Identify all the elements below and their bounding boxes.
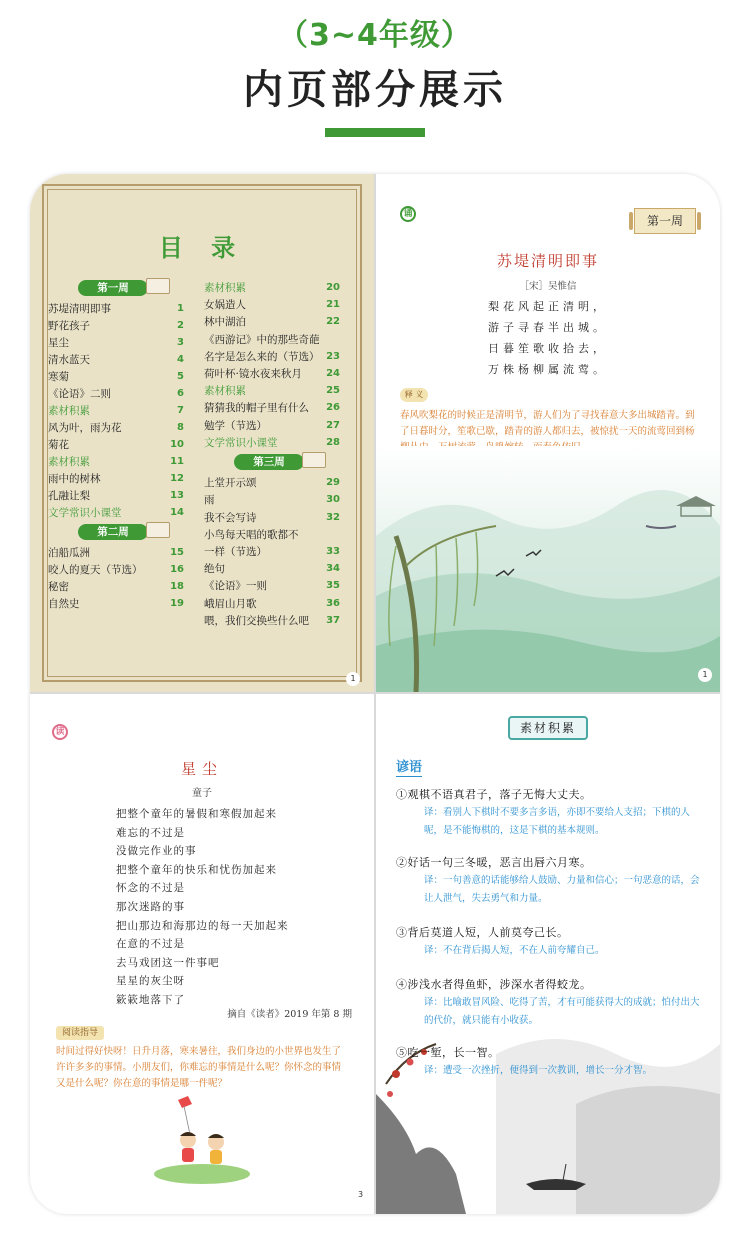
toc-entry[interactable] [204,561,340,577]
toc-entry-title: 素材积累 [48,405,90,417]
grade-label: （3~4年级） [278,18,472,53]
poem-line: 把整个童年的暑假和寒假加起来 [116,808,277,820]
toc-entry[interactable] [48,579,184,595]
toc-entry-page: 19 [170,598,184,609]
poem-title: 星尘 [180,760,223,778]
toc-entry-page: 22 [326,316,340,328]
poem-source: 摘自《读者》2019 年第 8 期 [227,1009,352,1020]
poem-line: 星星的灰尘呀 [116,975,185,988]
toc-entry-page: 6 [177,388,184,399]
proverb-translation: 译：不在背后揭人短，不在人前夸耀自己。 [424,945,605,956]
toc-entry-title: 清水蓝天 [48,354,90,366]
toc-entry-page: 29 [326,477,340,489]
toc-entry-page: 37 [326,614,340,626]
toc-entry[interactable] [48,386,184,402]
toc-entry[interactable] [204,418,340,434]
toc-entry-page: 18 [170,581,184,592]
kids-flying-kite-illustration [142,1094,262,1186]
toc-entry[interactable] [204,332,340,348]
read-badge: 读 [52,724,68,740]
poem-line: 去马戏团这一件事吧 [116,956,220,969]
toc-entry-page: 33 [326,546,340,557]
toc-entry-page: 28 [326,436,340,448]
toc-entry-page: 16 [170,564,184,575]
toc-entry[interactable] [48,318,184,334]
toc-entry-title: 上堂开示颂 [204,477,257,490]
toc-entry-title: 文学常识小课堂 [48,507,122,519]
week-scroll-tag: 第一周 [634,208,696,234]
proverb-text: ①观棋不语真君子，落子无悔大丈夫。 [396,788,592,801]
toc-entry-page: 8 [177,422,184,433]
toc-entry-title: 林中湖泊 [204,316,246,329]
toc-entry-title: 绝句 [204,563,225,576]
toc-entry-title: 《西游记》中的那些奇葩 [204,333,320,346]
poem-line: 梨花风起正清明， [488,300,608,313]
toc-entry[interactable] [48,437,184,453]
toc-entry-page: 7 [177,405,184,416]
poem-line: 把山那边和海那边的每一天加起来 [116,919,289,932]
book-spread [30,174,720,1214]
proverb-translation: 译：遭受一次挫折，便得到一次教训，增长一分才智。 [424,1065,653,1076]
toc-entry[interactable] [48,420,184,436]
toc-entry-page: 20 [326,282,340,293]
toc-entry-title: 星尘 [48,337,69,349]
toc-entry-title: 自然史 [48,598,80,610]
toc-entry[interactable] [48,352,184,368]
toc-entry-title: 荷叶杯·镜水夜来秋月 [204,368,302,380]
poem-line: 游子寻春半出城。 [488,321,608,334]
toc-entry[interactable] [48,562,184,578]
page-number: 1 [698,668,712,682]
proverb-translation: 译：看别人下棋时不要多言多语，亦即不要给人支招；下棋的人呢，是不能悔棋的，这是下棋的基本规则。 [424,807,691,836]
toc-entry-page: 3 [177,337,184,348]
toc-entry[interactable] [204,349,340,365]
toc-entry-page: 34 [326,563,340,575]
proverb-text: ③背后莫道人短，人前莫夸己长。 [396,926,569,939]
materials-page [376,694,720,1214]
toc-entry-title: 咬人的夏天（节选） [48,564,143,576]
toc-entry[interactable] [48,403,184,419]
toc-entry-page: 27 [326,419,340,431]
toc-title: 目 录 [158,233,246,262]
toc-entry[interactable] [204,613,340,629]
toc-entry[interactable] [48,488,184,504]
toc-entry-title: 苏堤清明即事 [48,303,111,315]
poem-line: 那次迷路的事 [116,901,185,913]
poem-line: 难忘的不过是 [116,826,185,839]
reading-guide-text: 时间过得好快呀！日升月落，寒来暑往，我们身边的小世界也发生了许许多多的事情。小朋友们，你难忘的事情是什么呢？你怀念的事情又是什么呢？你在意的事情是哪一件呢？ [56,1046,342,1089]
toc-entry-page: 23 [326,350,340,362]
explanation-tag: 释 义 [400,388,428,402]
toc-entry[interactable] [204,510,340,526]
proverbs-heading: 谚语 [396,756,422,777]
toc-entry[interactable] [204,297,340,313]
toc-entry-title: 猜猜我的帽子里有什么 [204,402,309,415]
proverb-translation: 译：一句善意的话能够给人鼓励、力量和信心；一句恶意的话，会让人泄气，失去勇气和力量。 [424,875,700,904]
toc-entry-title: 《论语》一则 [204,580,267,593]
toc-entry-title: 素材积累 [204,282,246,294]
toc-entry-page: 21 [326,299,340,311]
toc-entry[interactable] [48,505,184,521]
toc-entry-title: 我不会写诗 [204,511,257,524]
poem-page-2 [30,694,374,1214]
toc-entry-title: 菊花 [48,439,69,451]
toc-entry[interactable] [204,578,340,594]
recite-badge: 诵 [400,206,416,222]
toc-entry[interactable] [48,471,184,487]
toc-entry-page: 35 [326,580,340,592]
title-underline [325,128,425,137]
toc-entry-page: 4 [177,354,184,365]
page-number: 3 [358,1190,364,1199]
page-title: 内页部分展示 [243,67,507,113]
toc-entry-page: 25 [326,385,340,397]
proverb-text: ⑤吃一堑，长一智。 [396,1046,500,1059]
toc-entry-title: 泊船瓜洲 [48,547,90,559]
poem-page-1 [376,174,720,692]
poem-line: 没做完作业的事 [116,845,197,858]
toc-entry[interactable] [48,545,184,561]
toc-entry-page: 26 [326,402,340,414]
toc-entry-page: 10 [170,439,184,450]
toc-entry[interactable] [204,544,340,560]
toc-week-tag: 第三周 [234,454,304,470]
poem-line: 簌簌地落下了 [116,994,185,1006]
poem-line: 在意的不过是 [116,938,185,951]
toc-entry[interactable] [48,301,184,317]
toc-entry-page: 14 [170,507,184,518]
toc-entry-title: 雨 [204,494,215,507]
poem-author: ［宋］吴惟信 [519,281,577,292]
poem-line: 万株杨柳属流莺。 [488,363,608,376]
toc-entry-title: 孔融让梨 [48,490,90,502]
toc-entry[interactable] [204,527,340,543]
toc-entry-title: 寒菊 [48,371,69,383]
toc-entry-title: 勉学（节选） [204,419,267,432]
toc-entry-title: 文学常识小课堂 [204,436,278,449]
proverb-translation: 译：比喻敢冒风险、吃得了苦，才有可能获得大的成就；怕付出大的代价，就只能有小收获。 [424,997,700,1026]
toc-entry-title: 小鸟每天唱的歌都不 [204,528,299,541]
toc-entry[interactable] [204,383,340,399]
toc-entry[interactable] [48,596,184,612]
toc-page [30,174,374,692]
toc-entry-page: 2 [177,320,184,331]
toc-entry-title: 素材积累 [48,456,90,468]
toc-entry-title: 风为叶，雨为花 [48,422,122,434]
toc-entry-page: 13 [170,490,184,501]
toc-entry[interactable] [48,335,184,351]
toc-entry[interactable] [48,454,184,470]
toc-week-tag: 第一周 [78,280,148,296]
poem-title: 苏堤清明即事 [496,252,599,270]
page-number: 1 [346,672,360,686]
toc-entry-title: 一样（节选） [204,546,267,558]
toc-entry-page: 5 [177,371,184,382]
toc-entry-page: 24 [326,368,340,379]
toc-entry-page: 1 [177,303,184,314]
page-gutter [374,174,376,1214]
toc-entry-title: 素材积累 [204,385,246,398]
toc-entry[interactable] [204,314,340,330]
toc-entry[interactable] [204,475,340,491]
proverb-text: ④涉浅水者得鱼虾，涉深水者得蛟龙。 [396,978,592,991]
poem-line: 怀念的不过是 [116,882,185,895]
toc-entry-title: 喂，我们交换些什么吧 [204,614,309,627]
willow-lake-illustration [376,446,720,692]
toc-entry-title: 峨眉山月歌 [204,597,257,610]
toc-entry[interactable] [204,492,340,508]
toc-entry-page: 15 [170,547,184,558]
toc-entry[interactable] [204,435,340,451]
toc-entry[interactable] [204,400,340,416]
toc-entry[interactable] [204,280,340,296]
toc-entry[interactable] [204,366,340,382]
toc-entry-page: 36 [326,597,340,609]
toc-entry-title: 《论语》二则 [48,388,111,400]
toc-entry-title: 名字是怎么来的（节选） [204,350,320,363]
poem-line: 把整个童年的快乐和忧伤加起来 [116,863,277,876]
explanation-text: 春风吹梨花的时候正是清明节，游人们为了寻找春意大多出城踏青。到了日暮时分，笙歌已歇，踏青的游人都归去，被惊扰一天的流莺回到杨 [400,410,695,437]
toc-entry-title: 女娲造人 [204,299,246,312]
toc-week-tag: 第二周 [78,524,148,540]
toc-entry-page: 12 [170,473,184,484]
toc-entry[interactable] [48,369,184,385]
proverb-text: ②好话一句三冬暖，恶言出唇六月寒。 [396,856,592,869]
toc-entry-title: 秘密 [48,581,69,593]
toc-entry[interactable] [204,596,340,612]
poem-line: 日暮笙歌收拾去， [488,342,608,355]
toc-entry-page: 30 [326,494,340,506]
toc-entry-page: 32 [326,511,340,523]
toc-entry-title: 野花孩子 [48,320,90,332]
reading-guide-tag: 阅读指导 [56,1026,104,1040]
materials-badge: 素材积累 [508,716,588,740]
toc-entry-title: 雨中的树林 [48,473,101,485]
row-divider [30,692,720,694]
toc-entry-page: 11 [170,456,184,467]
poem-author: 童子 [192,788,212,799]
